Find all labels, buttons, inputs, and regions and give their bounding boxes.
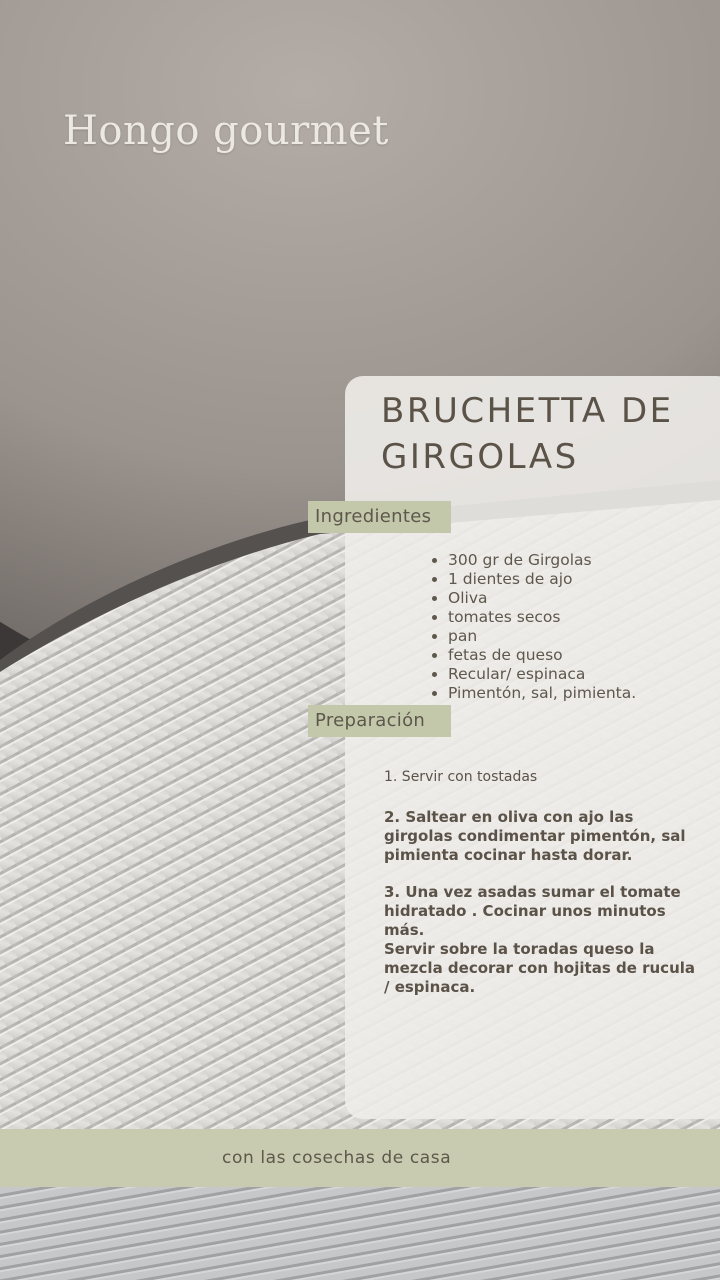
step-3-line-2: Servir sobre la toradas queso la mezcla decorar con hojitas de rucula / espinaca.: [384, 940, 696, 996]
list-item: • Pimentón, sal, pimienta.: [448, 684, 720, 703]
list-item: • tomates secos: [448, 608, 720, 627]
step-1: 1. Servir con tostadas: [384, 769, 538, 785]
ingredients-list: [430, 551, 720, 703]
list-item: • Oliva: [448, 589, 720, 608]
list-item: • 300 gr de Girgolas: [448, 551, 720, 570]
list-item: • fetas de queso: [448, 646, 720, 665]
ingredients-label: Ingredientes: [308, 501, 451, 533]
step-2: 2. Saltear en oliva con ajo las girgolas condimentar pimentón, sal pimienta cocinar hasta dorar.: [384, 808, 686, 864]
list-item: • 1 dientes de ajo: [448, 570, 720, 589]
recipe-title: BRUCHETTA DE GIRGOLAS: [381, 391, 674, 477]
recipe-card: [345, 376, 720, 1119]
step-3: [384, 883, 704, 997]
preparation-label: Preparación: [308, 705, 451, 737]
footer-text: con las cosechas de casa: [222, 1148, 452, 1168]
step-3-line-1: 3. Una vez asadas sumar el tomate hidratado . Cocinar unos minutos más.: [384, 883, 681, 939]
list-item: • pan: [448, 627, 720, 646]
brand-title: Hongo gourmet: [63, 108, 389, 154]
list-item: • Recular/ espinaca: [448, 665, 720, 684]
